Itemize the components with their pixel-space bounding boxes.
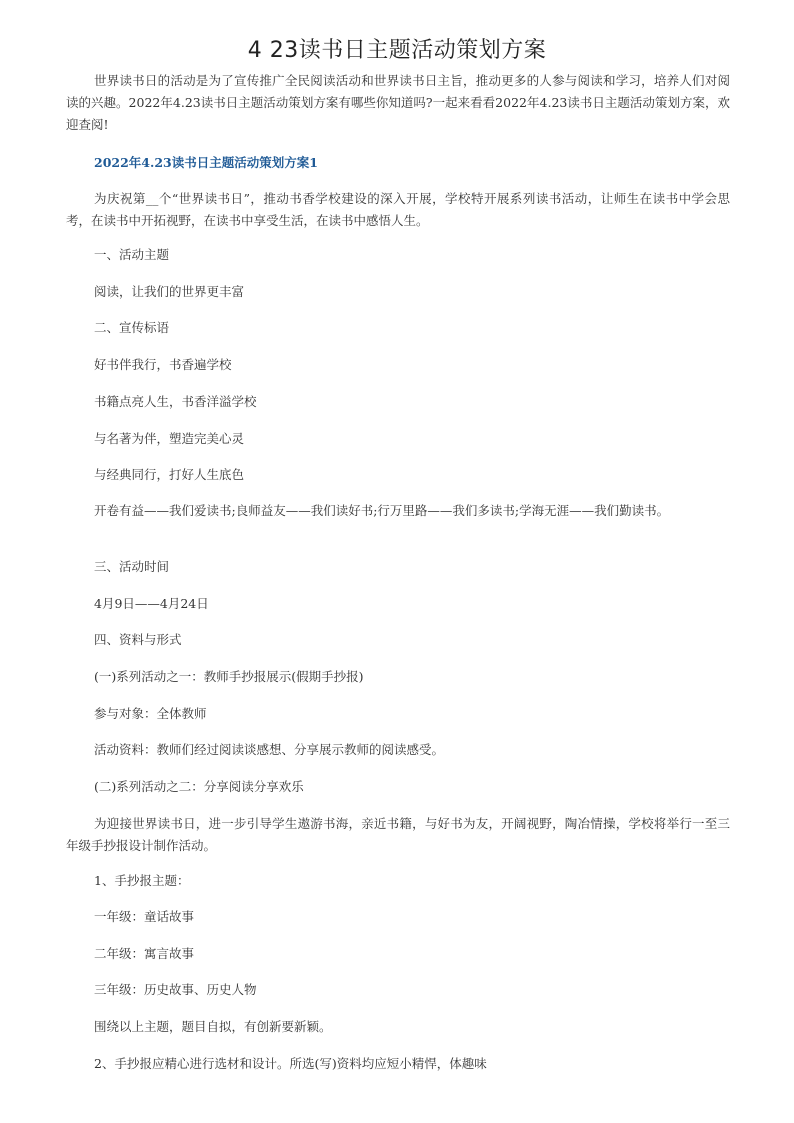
slogan-item: 好书伴我行，书香遍学校 [94,357,232,372]
grade3-theme: 三年级：历史故事、历史人物 [94,982,257,997]
slogan-item: 与名著为伴，塑造完美心灵 [94,431,245,446]
activity1-material: 活动资料：教师们经过阅读谈感想、分享展示教师的阅读感受。 [94,742,445,757]
theme-text: 阅读，让我们的世界更丰富 [94,284,245,299]
theme-heading: 一、活动主题 [94,247,170,262]
grade1-theme: 一年级：童话故事 [94,909,195,924]
grade2-theme: 二年级：寓言故事 [94,946,195,961]
activity2-intro-paragraph: 为迎接世界读书日，进一步引导学生遨游书海，亲近书籍，与好书为友，开阔视野，陶冶情操，学校将举行一至三年级手抄报设计制作活动。 [66,816,730,853]
opening-paragraph: 为庆祝第__个“世界读书日”，推动书香学校建设的深入开展，学校特开展系列读书活动，让师生在读书中学会思考，在读书中开拓视野，在读书中享受生活，在读书中感悟人生。 [66,191,730,228]
activity1-title: (一)系列活动之一：教师手抄报展示(假期手抄报) [94,669,364,684]
slogan-item: 书籍点亮人生，书香洋溢学校 [94,394,257,409]
design-note: 2、手抄报应精心进行选材和设计。所选(写)资料均应短小精悍，体趣味 [94,1056,487,1071]
time-heading: 三、活动时间 [94,559,170,574]
intro-paragraph: 世界读书日的活动是为了宣传推广全民阅读活动和世界读书日主旨，推动更多的人参与阅读和学习，培养人们对阅读的兴趣。2022年4.23读书日主题活动策划方案有哪些你知道吗?一起来看看2022年4.23读书日主题活动策划方案，欢迎查阅! [66,73,730,132]
content-heading: 四、资料与形式 [94,632,182,647]
theme-note: 围绕以上主题，题目自拟，有创新要新颖。 [94,1019,332,1034]
handout-theme-heading: 1、手抄报主题： [94,873,190,888]
time-text: 4月9日——4月24日 [94,596,209,611]
activity2-title: (二)系列活动之二：分享阅读分享欢乐 [94,779,304,794]
slogan-item: 与经典同行，打好人生底色 [94,467,245,482]
document-title: 4 23读书日主题活动策划方案 [247,38,547,63]
slogan-long-paragraph: 开卷有益——我们爱读书;良师益友——我们读好书;行万里路——我们多读书;学海无涯——我们勤读书。 [94,503,670,518]
activity1-participants: 参与对象：全体教师 [94,706,207,721]
slogan-heading: 二、宣传标语 [94,320,170,335]
section-heading: 2022年4.23读书日主题活动策划方案1 [94,155,318,170]
